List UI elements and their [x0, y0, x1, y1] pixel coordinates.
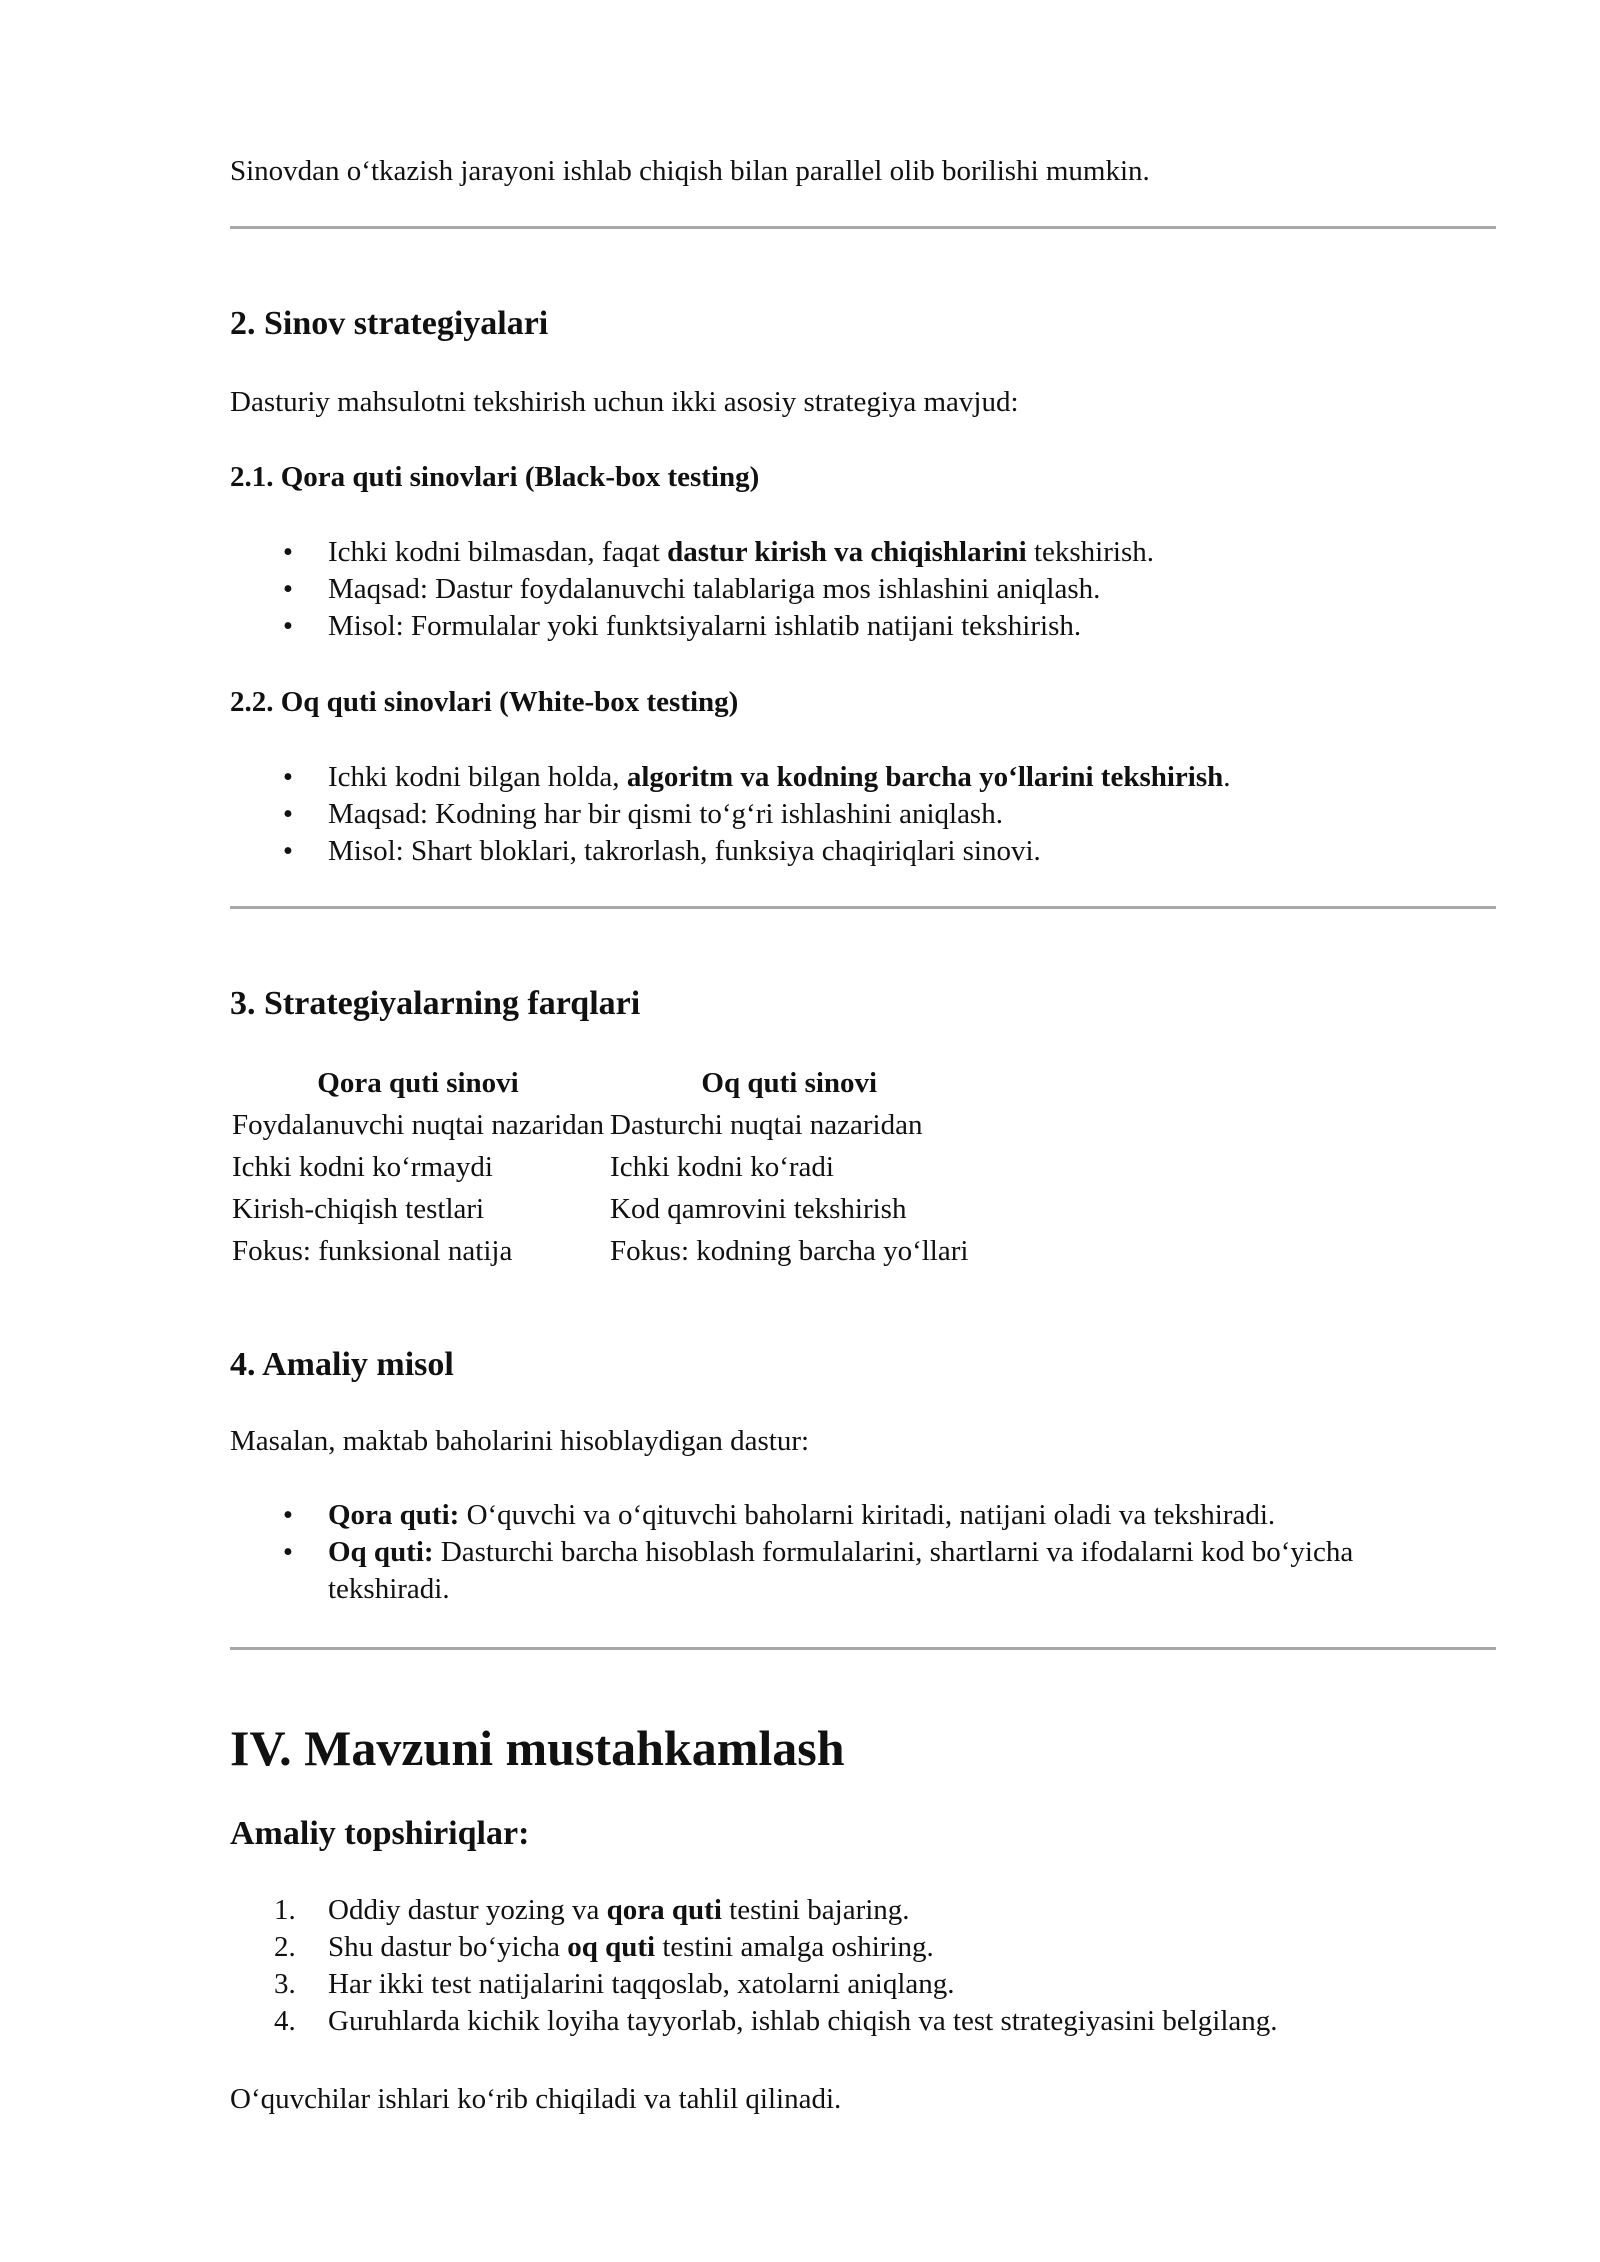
list-item: • Qora quti: O‘quvchi va o‘qituvchi baholarni kiritadi, natijani oladi va tekshiradi. — [230, 1497, 1496, 1534]
list-item: 1. Oddiy dastur yozing va qora quti testini bajaring. — [230, 1892, 1496, 1929]
table-cell: Kirish-chiqish testlari — [232, 1193, 485, 1225]
section-heading: 2. Sinov strategiyalari — [230, 305, 549, 342]
table-cell: Fokus: kodning barcha yo‘llari — [610, 1235, 969, 1267]
subsection-heading: Amaliy topshiriqlar: — [230, 1815, 530, 1852]
bullet-icon: • — [282, 573, 294, 605]
table-row — [230, 1230, 972, 1272]
bullet-list — [230, 759, 1496, 870]
list-item: • Oq quti: Dasturchi barcha hisoblash formulalarini, shartlarni va ifodalarni kod bo‘yicha tekshiradi. — [230, 1534, 1496, 1608]
section-heading: 3. Strategiyalarning farqlari — [230, 985, 641, 1022]
subsection-heading: 2.1. Qora quti sinovlari (Black-box testing) — [230, 461, 760, 493]
list-item: 3. Har ikki test natijalarini taqqoslab, xatolarni aniqlang. — [230, 1966, 1496, 2003]
bullet-icon: • — [282, 1536, 294, 1568]
table-row — [230, 1146, 972, 1188]
comparison-table — [230, 1062, 972, 1272]
list-number: 3. — [274, 1968, 296, 2000]
list-item: • Ichki kodni bilgan holda, algoritm va kodning barcha yo‘llarini tekshirish. — [230, 759, 1496, 796]
list-item: 4. Guruhlarda kichik loyiha tayyorlab, ishlab chiqish va test strategiyasini belgilang. — [230, 2003, 1496, 2040]
table-cell: Ichki kodni ko‘radi — [610, 1151, 834, 1183]
list-item: 2. Shu dastur bo‘yicha oq quti testini amalga oshiring. — [230, 1929, 1496, 1966]
table-cell: Foydalanuvchi nuqtai nazaridan — [232, 1109, 605, 1141]
table-cell: Kod qamrovini tekshirish — [610, 1193, 907, 1225]
bullet-icon: • — [282, 835, 294, 867]
subsection-heading: 2.2. Oq quti sinovlari (White-box testing) — [230, 686, 739, 718]
bullet-icon: • — [282, 1499, 294, 1531]
chapter-heading: IV. Mavzuni mustahkamlash — [230, 1720, 845, 1776]
bullet-list — [230, 1497, 1496, 1608]
intro-paragraph: Sinovdan o‘tkazish jarayoni ishlab chiqish bilan parallel olib borilishi mumkin. — [230, 155, 1150, 187]
divider — [230, 1647, 1496, 1650]
bullet-icon: • — [282, 610, 294, 642]
table-cell: Ichki kodni ko‘rmaydi — [232, 1151, 493, 1183]
bullet-icon: • — [282, 536, 294, 568]
divider — [230, 906, 1496, 909]
column-header: Qora quti sinovi — [317, 1067, 519, 1099]
bullet-icon: • — [282, 761, 294, 793]
list-item: • Ichki kodni bilmasdan, faqat dastur kirish va chiqishlarini tekshirish. — [230, 534, 1496, 571]
bullet-list — [230, 534, 1496, 645]
section-lead: Dasturiy mahsulotni tekshirish uchun ikki asosiy strategiya mavjud: — [230, 386, 1019, 418]
list-item: • Misol: Formulalar yoki funktsiyalarni ishlatib natijani tekshirish. — [230, 608, 1496, 645]
section-heading: 4. Amaliy misol — [230, 1346, 454, 1383]
list-item: • Maqsad: Dastur foydalanuvchi talablariga mos ishlashini aniqlash. — [230, 571, 1496, 608]
list-item: • Maqsad: Kodning har bir qismi to‘g‘ri ishlashini aniqlash. — [230, 796, 1496, 833]
section-lead: Masalan, maktab baholarini hisoblaydigan dastur: — [230, 1425, 810, 1457]
closing-paragraph: O‘quvchilar ishlari ko‘rib chiqiladi va tahlil qilinadi. — [230, 2083, 842, 2115]
column-header: Oq quti sinovi — [701, 1067, 878, 1099]
table-cell: Fokus: funksional natija — [232, 1235, 513, 1267]
table-header-row — [230, 1062, 972, 1104]
list-item: • Misol: Shart bloklari, takrorlash, funksiya chaqiriqlari sinovi. — [230, 833, 1496, 870]
list-number: 1. — [274, 1894, 296, 1926]
table-row — [230, 1188, 972, 1230]
list-number: 2. — [274, 1931, 296, 1963]
numbered-list — [230, 1892, 1496, 2040]
divider — [230, 226, 1496, 229]
list-number: 4. — [274, 2005, 296, 2037]
table-cell: Dasturchi nuqtai nazaridan — [610, 1109, 923, 1141]
table-row — [230, 1104, 972, 1146]
bullet-icon: • — [282, 798, 294, 830]
